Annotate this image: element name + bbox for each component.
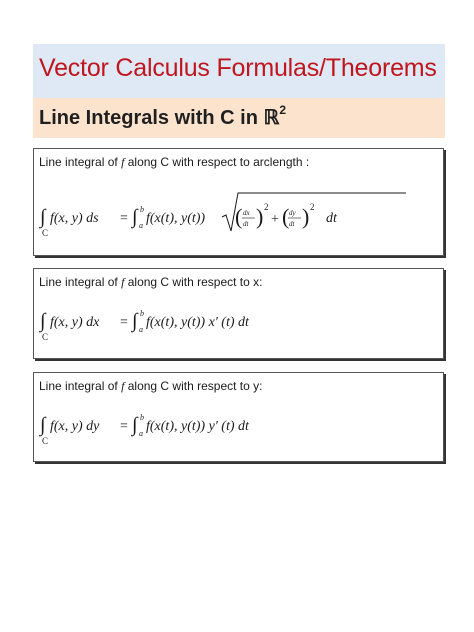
open-paren-1: ( bbox=[235, 204, 243, 229]
label-suffix: along C with respect to y: bbox=[124, 379, 263, 393]
rhs-lower-limit: a bbox=[139, 221, 143, 230]
label-function: f bbox=[121, 155, 125, 169]
open-paren-2: ( bbox=[282, 204, 290, 229]
equals-sign: = bbox=[120, 211, 128, 226]
rhs-integral-sign: ∫ bbox=[132, 206, 138, 228]
lhs-integrand: f(x, y) dy bbox=[50, 419, 100, 434]
section-title bbox=[39, 105, 286, 130]
rhs-lower-limit: a bbox=[139, 429, 143, 438]
formula-box-dx bbox=[33, 268, 444, 359]
lhs-subscript: C bbox=[42, 228, 49, 238]
square-2: 2 bbox=[310, 202, 315, 212]
label-prefix: Line integral of bbox=[39, 379, 122, 393]
rhs-integrand: f(x(t), y(t)) x' (t) dt bbox=[146, 315, 249, 330]
formula-box-arclength bbox=[33, 148, 444, 256]
dy-formula bbox=[36, 409, 436, 459]
lhs-integral-sign: ∫ bbox=[40, 206, 46, 228]
section-title-exponent: 2 bbox=[279, 103, 286, 118]
rhs-integrand: f(x(t), y(t)) y' (t) dt bbox=[146, 419, 249, 434]
dy-denominator: dt bbox=[289, 220, 295, 228]
rhs-upper-limit: b bbox=[140, 413, 144, 422]
lhs-integrand: f(x, y) dx bbox=[50, 315, 100, 330]
formula-label bbox=[39, 275, 262, 290]
dx-denominator: dt bbox=[243, 220, 249, 228]
close-paren-2: ) bbox=[302, 204, 310, 229]
rhs-integral-sign: ∫ bbox=[132, 414, 138, 436]
label-suffix: along C with respect to x: bbox=[124, 275, 263, 289]
page-title: Vector Calculus Formulas/Theorems bbox=[39, 54, 437, 82]
equals-sign: = bbox=[120, 315, 128, 330]
dx-numerator: dx bbox=[243, 209, 250, 217]
section-title-text: Line Integrals with C in bbox=[39, 107, 264, 129]
dy-numerator: dy bbox=[289, 209, 296, 217]
rhs-integral-sign: ∫ bbox=[132, 310, 138, 332]
square-1: 2 bbox=[264, 202, 269, 212]
lhs-integral-sign: ∫ bbox=[40, 310, 46, 332]
rhs-integrand: f(x(t), y(t)) bbox=[146, 211, 206, 226]
formula-box-dy bbox=[33, 372, 444, 462]
lhs-integral-sign: ∫ bbox=[40, 414, 46, 436]
plus-sign: + bbox=[271, 212, 279, 227]
real-set-symbol: ℝ bbox=[263, 107, 280, 129]
rhs-upper-limit: b bbox=[140, 205, 144, 214]
formula-label bbox=[39, 155, 309, 170]
formula-label bbox=[39, 379, 262, 394]
rhs-lower-limit: a bbox=[139, 325, 143, 334]
rhs-differential: dt bbox=[326, 211, 337, 226]
title-banner bbox=[33, 44, 445, 98]
rhs-upper-limit: b bbox=[140, 309, 144, 318]
equals-sign: = bbox=[120, 419, 128, 434]
lhs-integrand: f(x, y) ds bbox=[50, 211, 99, 226]
lhs-subscript: C bbox=[42, 436, 49, 446]
label-suffix: along C with respect to arclength : bbox=[124, 155, 310, 169]
label-prefix: Line integral of bbox=[39, 275, 122, 289]
close-paren-1: ) bbox=[256, 204, 264, 229]
dx-formula bbox=[36, 305, 436, 355]
label-function: f bbox=[121, 379, 125, 393]
label-function: f bbox=[121, 275, 125, 289]
lhs-subscript: C bbox=[42, 332, 49, 342]
label-prefix: Line integral of bbox=[39, 155, 122, 169]
section-banner bbox=[33, 98, 445, 138]
arclength-formula bbox=[36, 181, 436, 251]
